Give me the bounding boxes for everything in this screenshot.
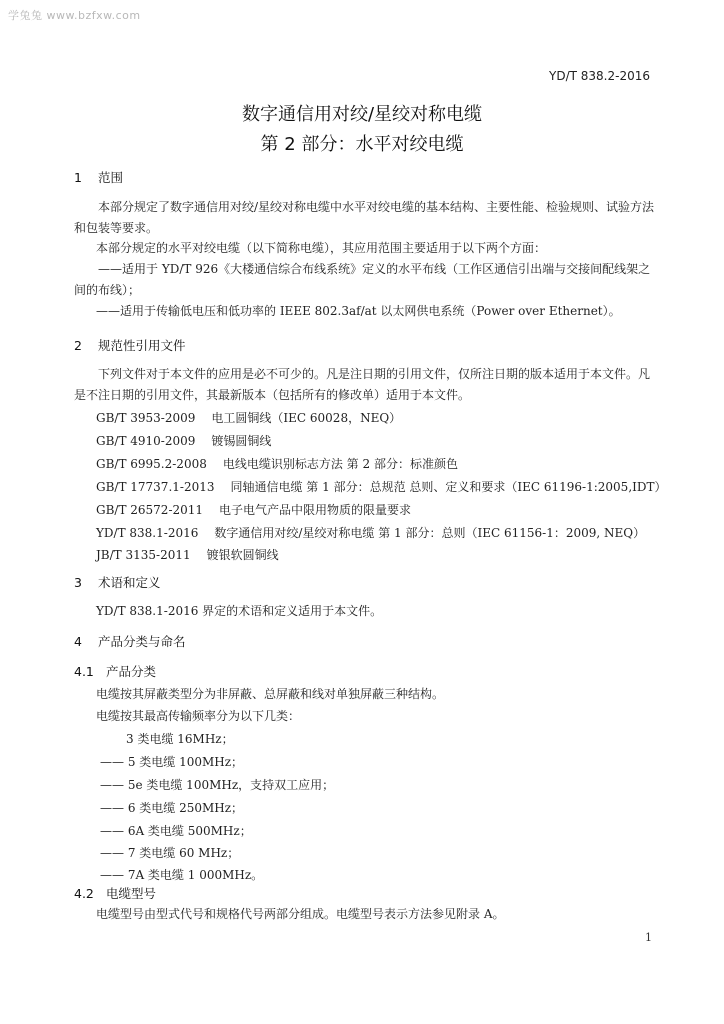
section-number: 1 — [74, 170, 82, 185]
category-item: —— 5e 类电缆 100MHz，支持双工应用； — [100, 778, 335, 792]
reference-code: JB/T 3135-2011 — [96, 548, 191, 562]
section-4-heading — [74, 632, 186, 650]
section-title: 术语和定义 — [98, 575, 161, 590]
reference-title: 电线电缆识别标志方法 第 2 部分：标准颜色 — [222, 457, 458, 471]
classification-paragraph-2: 电缆按其最高传输频率分为以下几类： — [96, 709, 301, 723]
reference-item — [96, 432, 271, 449]
terms-paragraph: YD/T 838.1-2016 界定的术语和定义适用于本文件。 — [96, 604, 383, 618]
refs-intro: 下列文件对于本文件的应用是必不可少的。凡是注日期的引用文件，仅所注日期的版本适用于本文件。凡是不注日期的引用文件，其最新版本（包括所有的修改单）适用于本文件。 — [74, 367, 651, 402]
reference-item — [96, 409, 401, 426]
document-code: YD/T 838.2-2016 — [549, 69, 650, 83]
section-title: 产品分类与命名 — [98, 634, 186, 649]
reference-title: 电子电气产品中限用物质的限量要求 — [219, 503, 412, 517]
section-3-heading — [74, 573, 161, 591]
section-title: 产品分类 — [106, 664, 157, 679]
watermark: 学兔兔 www.bzfxw.com — [8, 9, 141, 22]
reference-code: GB/T 4910-2009 — [96, 434, 196, 448]
reference-code: GB/T 17737.1-2013 — [96, 480, 215, 494]
section-4-2-heading — [74, 884, 156, 902]
reference-item — [96, 524, 645, 541]
section-number: 4.2 — [74, 886, 94, 901]
category-item: 3 类电缆 16MHz； — [126, 732, 234, 746]
reference-item — [96, 546, 279, 563]
reference-title: 数字通信用对绞/星绞对称电缆 第 1 部分：总则（IEC 61156-1：2009, NEQ） — [214, 526, 646, 540]
section-1-heading — [74, 168, 123, 186]
reference-code: GB/T 6995.2-2008 — [96, 457, 207, 471]
section-title: 电缆型号 — [106, 886, 157, 901]
scope-paragraph-2: 本部分规定的水平对绞电缆（以下简称电缆），其应用范围主要适用于以下两个方面： — [96, 241, 547, 255]
scope-paragraph-1: 本部分规定了数字通信用对绞/星绞对称电缆中水平对绞电缆的基本结构、主要性能、检验规则、试验方法和包装等要求。 — [74, 200, 655, 235]
section-number: 4 — [74, 634, 82, 649]
reference-code: YD/T 838.1-2016 — [96, 526, 199, 540]
section-title: 范围 — [98, 170, 124, 185]
reference-item — [96, 501, 411, 518]
section-number: 2 — [74, 338, 82, 353]
reference-title: 镀锡圆铜线 — [211, 434, 272, 448]
reference-title: 电工圆铜线（IEC 60028，NEQ） — [211, 411, 402, 425]
classification-paragraph-1: 电缆按其屏蔽类型分为非屏蔽、总屏蔽和线对单独屏蔽三种结构。 — [96, 687, 445, 701]
reference-title: 镀银软圆铜线 — [206, 548, 279, 562]
scope-paragraph-3: ——适用于 YD/T 926《大楼通信综合布线系统》定义的水平布线（工作区通信引出端与交接间配线架之间的布线）； — [74, 262, 651, 297]
reference-item — [96, 455, 458, 472]
reference-code: GB/T 26572-2011 — [96, 503, 204, 517]
reference-code: GB/T 3953-2009 — [96, 411, 196, 425]
section-title: 规范性引用文件 — [98, 338, 186, 353]
reference-title: 同轴通信电缆 第 1 部分：总规范 总则、定义和要求（IEC 61196-1:2005,IDT） — [230, 480, 667, 494]
category-item: —— 5 类电缆 100MHz； — [100, 755, 244, 769]
section-number: 4.1 — [74, 664, 94, 679]
category-item: —— 6A 类电缆 500MHz； — [100, 824, 252, 838]
section-4-1-heading — [74, 662, 156, 680]
model-paragraph: 电缆型号由型式代号和规格代号两部分组成。电缆型号表示方法参见附录 A。 — [96, 907, 505, 921]
section-2-heading — [74, 336, 186, 354]
category-item: —— 7 类电缆 60 MHz； — [100, 846, 240, 860]
section-number: 3 — [74, 575, 82, 590]
document-subtitle: 第 2 部分：水平对绞电缆 — [260, 134, 464, 155]
reference-item — [96, 478, 667, 495]
page-number: 1 — [645, 931, 652, 944]
category-item: —— 7A 类电缆 1 000MHz。 — [100, 868, 264, 882]
category-item: —— 6 类电缆 250MHz； — [100, 801, 244, 815]
document-title: 数字通信用对绞/星绞对称电缆 — [241, 104, 483, 125]
scope-paragraph-4: ——适用于传输低电压和低功率的 IEEE 802.3af/at 以太网供电系统（Power over Ethernet）。 — [96, 304, 621, 318]
